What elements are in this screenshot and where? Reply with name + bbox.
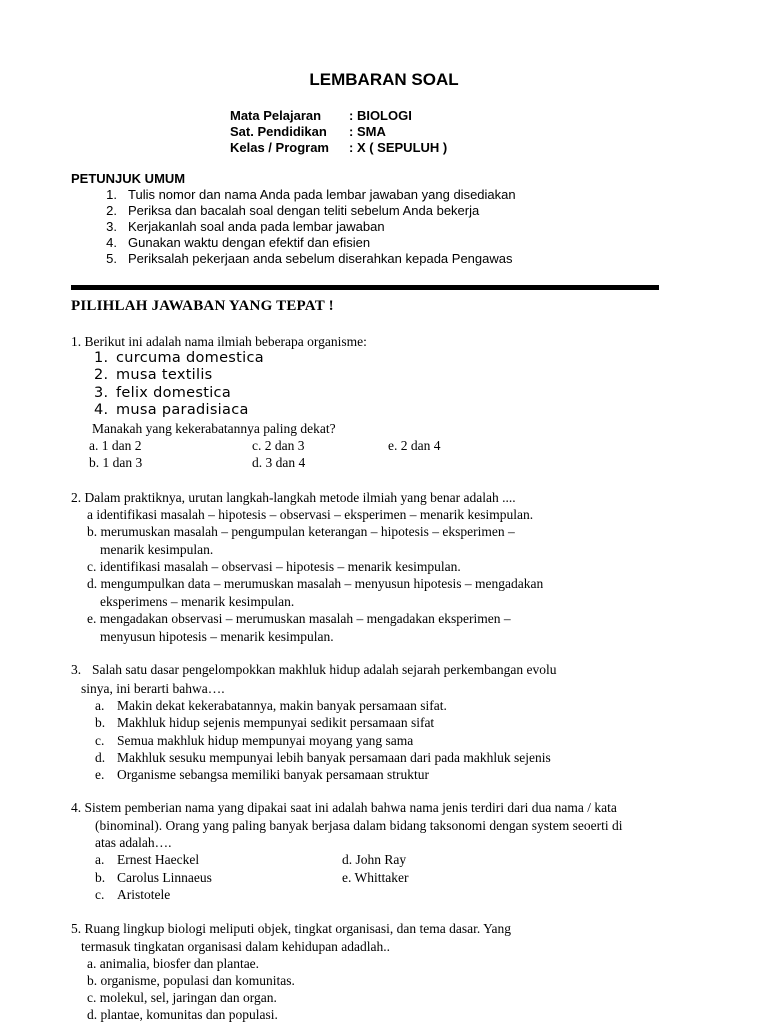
option-d: d. 3 dan 4 xyxy=(252,455,306,470)
option-letter: a. xyxy=(95,852,105,867)
meta-value-class: : X ( SEPULUH ) xyxy=(349,140,448,155)
option-a: Makin dekat kekerabatannya, makin banyak persamaan sifat. xyxy=(117,698,447,713)
instruction-item: Tulis nomor dan nama Anda pada lembar jawaban yang disediakan xyxy=(128,187,516,202)
question-stem: Salah satu dasar pengelompokkan makhluk hidup adalah sejarah perkembangan evolu xyxy=(92,662,557,677)
option-d: Makhluk sesuku mempunyai lebih banyak persamaan dari pada makhluk sejenis xyxy=(117,750,551,765)
option-letter: e. xyxy=(95,767,105,782)
question-stem-continued: termasuk tingkatan organisasi dalam kehidupan adadlah.. xyxy=(81,939,391,954)
option-letter: c. xyxy=(95,887,105,902)
option-letter: b. xyxy=(95,715,106,730)
section-divider xyxy=(71,285,659,290)
option-letter: d. xyxy=(95,750,106,765)
option-b-continued: menarik kesimpulan. xyxy=(100,542,214,557)
option-c: Aristotele xyxy=(117,887,171,902)
option-e: e. Whittaker xyxy=(342,870,409,885)
option-e: e. mengadakan observasi – merumuskan masalah – mengadakan eksperimen – xyxy=(87,611,511,626)
organism-name: musa textilis xyxy=(116,367,213,383)
organism-name: curcuma domestica xyxy=(116,350,264,366)
instruction-item: Gunakan waktu dengan efektif dan efisien xyxy=(128,235,371,250)
organism-name: musa paradisiaca xyxy=(116,402,249,418)
organism-number: 1. xyxy=(94,350,109,366)
option-letter: c. xyxy=(95,733,105,748)
question-stem-continued: (binominal). Orang yang paling banyak berjasa dalam bidang taksonomi dengan system seoerti di xyxy=(95,818,623,833)
questions-heading: PILIHLAH JAWABAN YANG TEPAT ! xyxy=(71,298,334,314)
question-stem: 5. Ruang lingkup biologi meliputi objek, tingkat organisasi, dan tema dasar. Yang xyxy=(71,921,511,936)
question-stem: 4. Sistem pemberian nama yang dipakai saat ini adalah bahwa nama jenis terdiri dari dua nama / kata xyxy=(71,800,617,815)
instruction-number: 2. xyxy=(106,203,117,218)
option-a: a. animalia, biosfer dan plantae. xyxy=(87,956,260,971)
meta-label-subject: Mata Pelajaran xyxy=(230,108,322,123)
instruction-item: Periksa dan bacalah soal dengan teliti sebelum Anda bekerja xyxy=(128,203,480,218)
option-c: c. 2 dan 3 xyxy=(252,438,305,453)
meta-label-class: Kelas / Program xyxy=(230,140,329,155)
option-b: b. organisme, populasi dan komunitas. xyxy=(87,973,295,988)
organism-name: felix domestica xyxy=(116,385,232,401)
meta-label-school: Sat. Pendidikan xyxy=(230,124,327,139)
question-stem: 1. Berikut ini adalah nama ilmiah beberapa organisme: xyxy=(71,334,367,349)
organism-number: 2. xyxy=(94,367,109,383)
option-letter: a. xyxy=(95,698,105,713)
option-letter: b. xyxy=(95,870,106,885)
instruction-number: 4. xyxy=(106,235,117,250)
question-prompt: Manakah yang kekerabatannya paling dekat? xyxy=(92,421,336,436)
option-a: Ernest Haeckel xyxy=(117,852,200,867)
instruction-number: 5. xyxy=(106,251,117,266)
general-instructions-heading: PETUNJUK UMUM xyxy=(71,171,186,186)
option-d: d. plantae, komunitas dan populasi. xyxy=(87,1007,278,1022)
option-e: e. 2 dan 4 xyxy=(388,438,441,453)
option-c: Semua makhluk hidup mempunyai moyang yang sama xyxy=(117,733,414,748)
instruction-item: Kerjakanlah soal anda pada lembar jawaban xyxy=(128,219,385,234)
meta-value-subject: : BIOLOGI xyxy=(349,108,412,123)
option-e-continued: menyusun hipotesis – menarik kesimpulan. xyxy=(100,629,334,644)
instruction-number: 1. xyxy=(106,187,117,202)
option-d: d. John Ray xyxy=(342,852,407,867)
question-stem: 2. Dalam praktiknya, urutan langkah-langkah metode ilmiah yang benar adalah .... xyxy=(71,490,516,505)
organism-number: 4. xyxy=(94,402,109,418)
question-number: 3. xyxy=(71,662,82,677)
option-a: a identifikasi masalah – hipotesis – observasi – eksperimen – menarik kesimpulan. xyxy=(87,507,534,522)
instruction-number: 3. xyxy=(106,219,117,234)
option-b: Makhluk hidup sejenis mempunyai sedikit persamaan sifat xyxy=(117,715,435,730)
option-b: b. 1 dan 3 xyxy=(89,455,143,470)
option-e: Organisme sebangsa memiliki banyak persamaan struktur xyxy=(117,767,430,782)
option-c: c. identifikasi masalah – observasi – hipotesis – menarik kesimpulan. xyxy=(87,559,461,574)
option-c: c. molekul, sel, jaringan dan organ. xyxy=(87,990,277,1005)
instruction-item: Periksalah pekerjaan anda sebelum diserahkan kepada Pengawas xyxy=(128,251,513,266)
option-d: d. mengumpulkan data – merumuskan masalah – menyusun hipotesis – mengadakan xyxy=(87,576,544,591)
meta-value-school: : SMA xyxy=(349,124,386,139)
question-stem-continued: atas adalah…. xyxy=(95,835,172,850)
option-b: b. merumuskan masalah – pengumpulan keterangan – hipotesis – eksperimen – xyxy=(87,524,515,539)
organism-number: 3. xyxy=(94,385,109,401)
page-title: LEMBARAN SOAL xyxy=(309,70,459,89)
option-d-continued: eksperimens – menarik kesimpulan. xyxy=(100,594,295,609)
option-a: a. 1 dan 2 xyxy=(89,438,142,453)
question-stem-continued: sinya, ini berarti bahwa…. xyxy=(81,681,225,696)
option-b: Carolus Linnaeus xyxy=(117,870,212,885)
